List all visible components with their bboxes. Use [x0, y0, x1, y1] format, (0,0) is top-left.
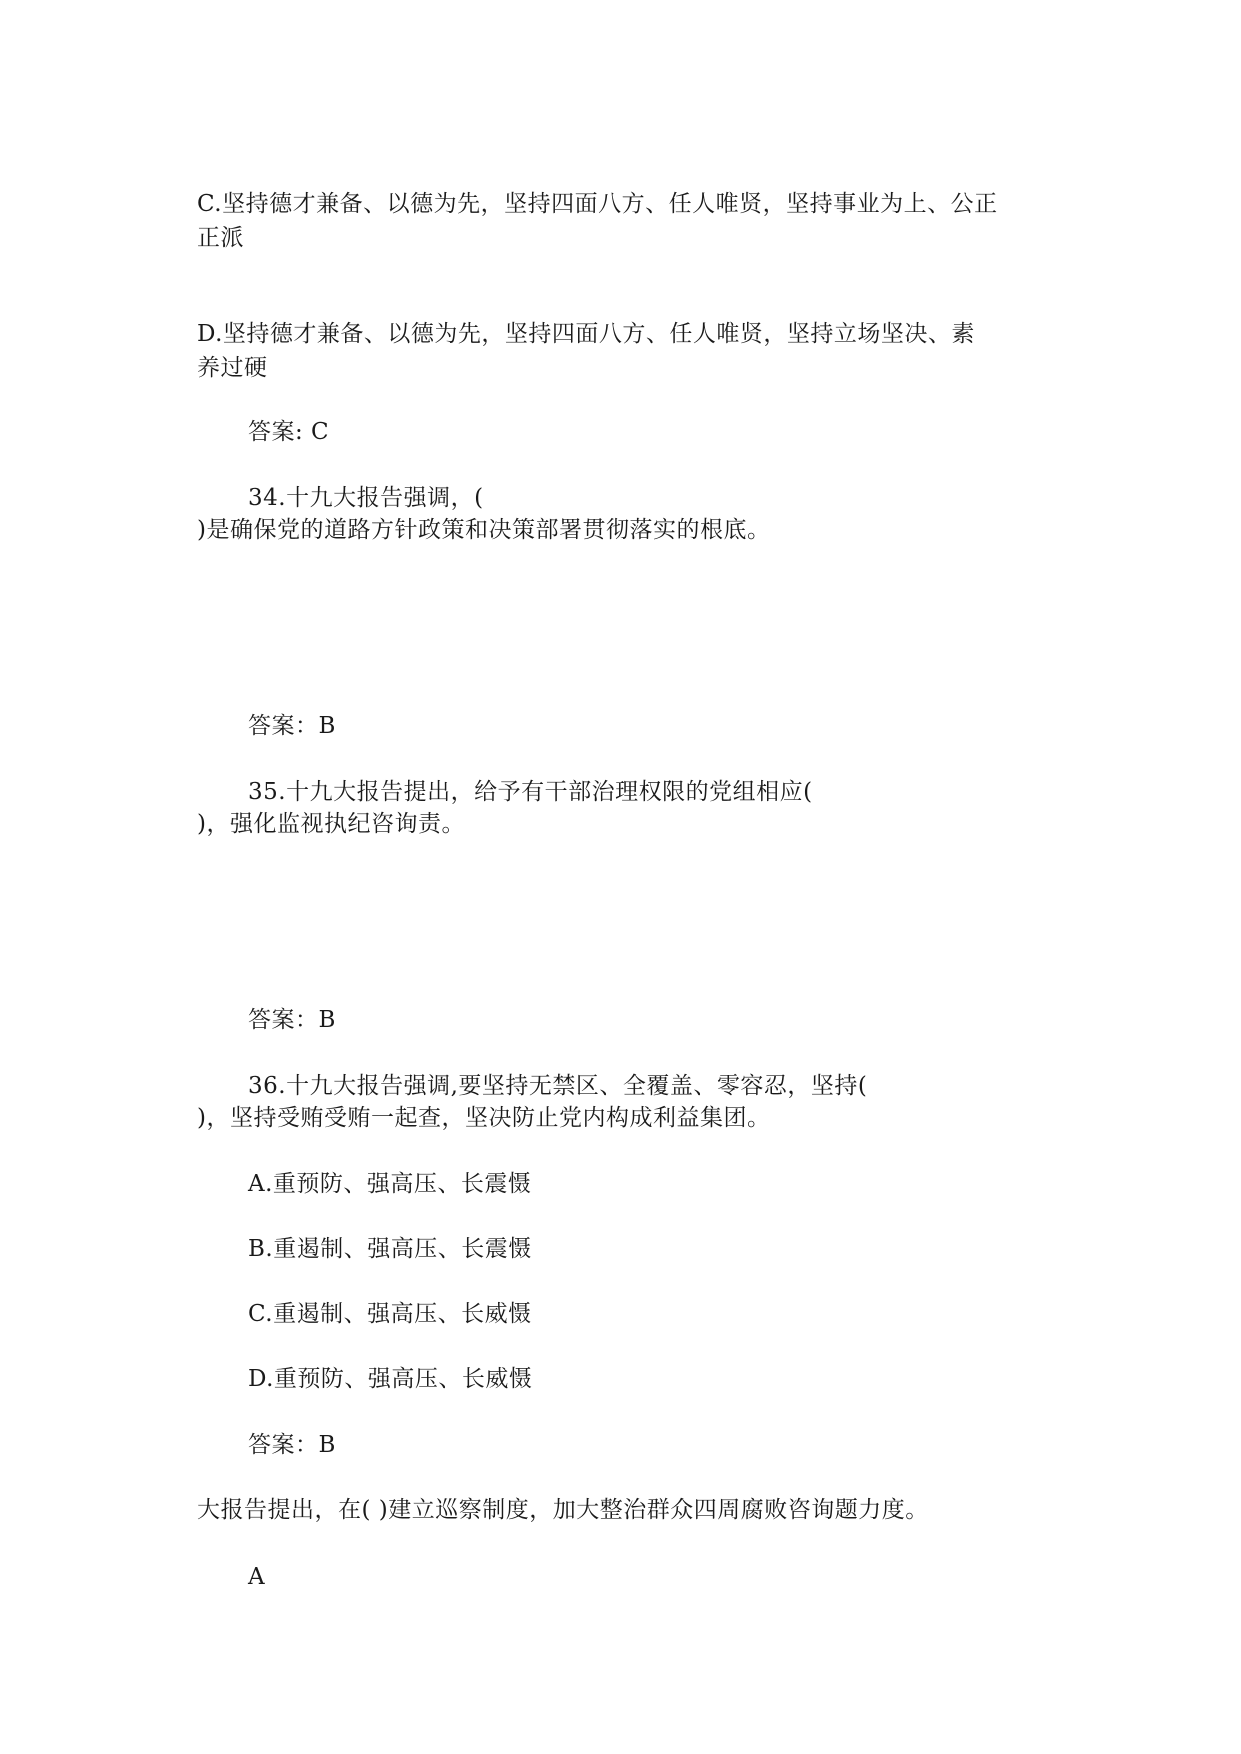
q34-line2: )是确保党的道路方针政策和决策部署贯彻落实的根底。	[197, 517, 771, 543]
q36-answer: 答案：B	[248, 1432, 336, 1458]
q37-line1: 大报告提出，在( )建立巡察制度，加大整治群众四周腐败咨询题力度。	[197, 1497, 929, 1523]
q33-option-d-line1: D.坚持德才兼备、以德为先，坚持四面八方、任人唯贤，坚持立场坚决、素	[197, 321, 975, 347]
q36-option-a: A.重预防、强高压、长震慑	[248, 1171, 532, 1197]
q34-line1: 34.十九大报告强调，(	[248, 485, 484, 511]
q33-option-c-line2: 正派	[197, 225, 244, 251]
q33-answer: 答案: C	[248, 419, 330, 445]
q34-answer: 答案：B	[248, 713, 336, 739]
q35-answer: 答案：B	[248, 1007, 336, 1033]
q36-option-b: B.重遏制、强高压、长震慑	[248, 1236, 532, 1262]
q35-line2: )，强化监视执纪咨询责。	[197, 811, 465, 837]
q33-option-d-line2: 养过硬	[197, 355, 268, 381]
q33-option-c-line1: C.坚持德才兼备、以德为先，坚持四面八方、任人唯贤，坚持事业为上、公正	[197, 191, 998, 217]
q35-line1: 35.十九大报告提出，给予有干部治理权限的党组相应(	[248, 779, 813, 805]
q36-line1: 36.十九大报告强调,要坚持无禁区、全覆盖、零容忍，坚持(	[248, 1073, 868, 1099]
q36-line2: )，坚持受贿受贿一起查，坚决防止党内构成利益集团。	[197, 1105, 771, 1131]
q36-option-d: D.重预防、强高压、长威慑	[248, 1366, 533, 1392]
q36-option-c: C.重遏制、强高压、长威慑	[248, 1301, 532, 1327]
q37-option-a: A	[248, 1564, 266, 1590]
